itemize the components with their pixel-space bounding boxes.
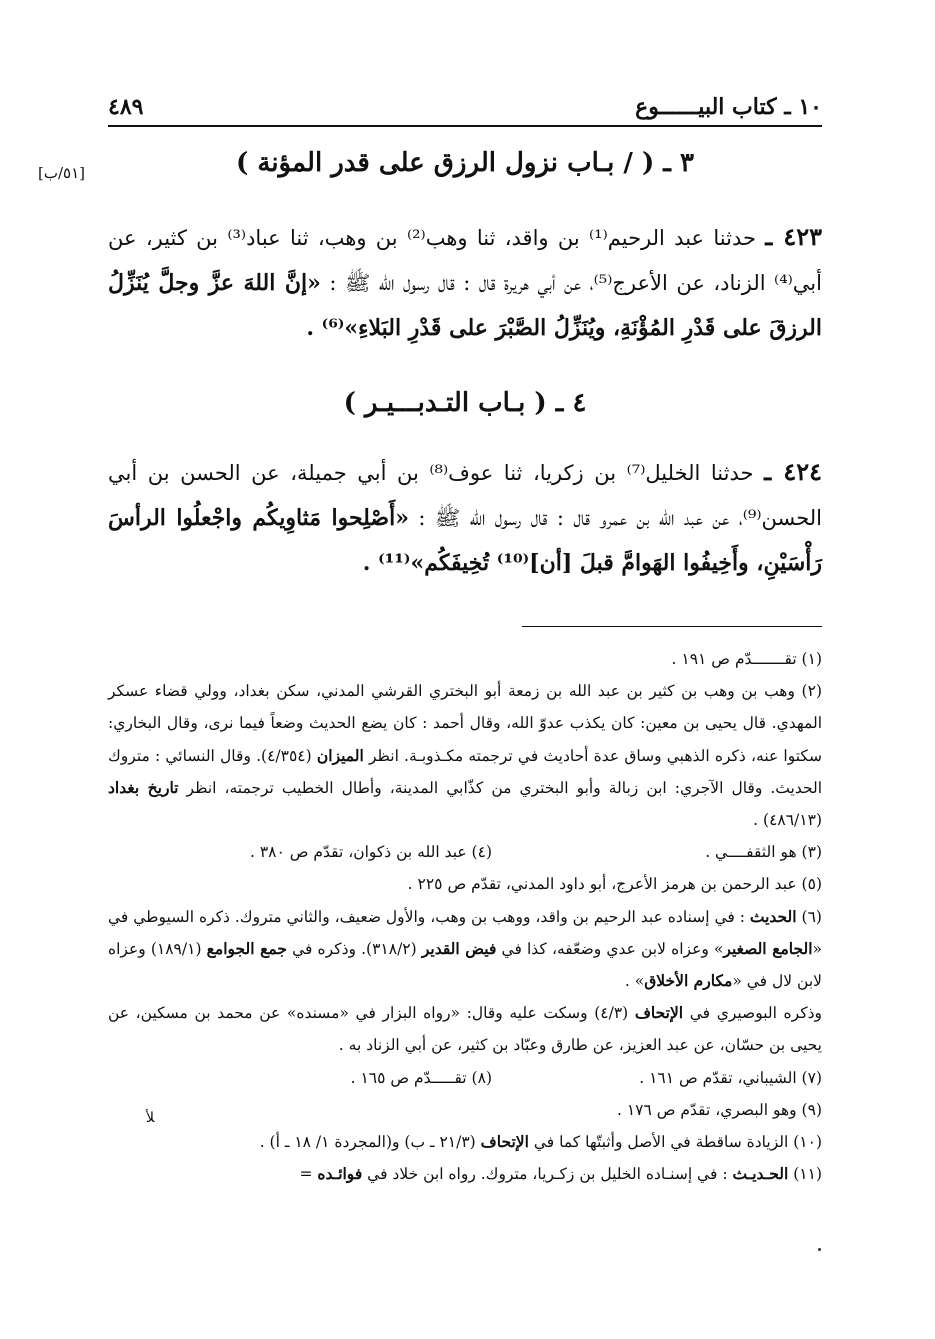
footnote-1: (١) تقـــــــدّم ص ١٩١ .: [671, 650, 822, 668]
chapter-title: ١٠ ـ كتاب البيــــــوع: [635, 94, 822, 120]
footnotes: [108, 643, 822, 1190]
hadith-423-matn: «إنَّ اللهَ عزَّ وجلَّ يُنَزِّلُ الرزقَ على قَدْرِ المُؤْنَةِ، ويُنَزِّلُ الصَّبْرَ على قَدْرِ البَلاءِ»⁽⁶⁾ .: [108, 270, 822, 341]
margin-mark: ﻸ: [146, 1110, 155, 1126]
footnote-6-number: (٦): [801, 907, 822, 926]
hadith-424-number: ٤٢٤ ـ: [764, 457, 822, 486]
hadith-423: [108, 214, 822, 351]
footnote-10: [108, 1126, 822, 1158]
footnote-8: (٨) تقـــــدّم ص ١٦٥ .: [350, 1068, 492, 1087]
footnote-2-ref-baghdad: تاريخ بغداد: [108, 777, 179, 797]
running-header: [108, 86, 822, 120]
footnote-11-label: الحـديـث: [732, 1164, 789, 1184]
footnote-6-text-c: » وعزاه لابن عدي وضعّفه، كذا في: [501, 939, 724, 958]
ink-dot: [818, 1248, 821, 1251]
footnote-separator: [522, 626, 822, 627]
footnote-6-text-f: » .: [624, 972, 645, 991]
hadith-424-isnad: حدثنا الخليل⁽⁷⁾ بن زكريا، ثنا عوف⁽⁸⁾ بن أبي جميلة، عن الحسن بن أبي الحسن⁽⁹⁾، عن عبد الله بن عمرو قال : قال رسول الله ﷺ :: [108, 461, 822, 530]
section-3-title: ٣ ـ ( / بـاب نزول الرزق على قدر المؤنة ): [236, 148, 694, 178]
footnote-10-ref-ithaf: الإتحاف: [480, 1132, 529, 1152]
footnote-11-text-b: : في إسنـاده الخليل بن زكـريا، متروك. رواه ابن خلاد في: [367, 1165, 728, 1184]
footnote-6-text-b: : في إسناده عبد الرحيم بن واقد، ووهب بن وهب، والأول ضعيف، والثاني متروك. ذكره السيوطي في «: [108, 907, 822, 958]
footnote-5: (٥) عبد الرحمن بن هرمز الأعرج، أبو داود المدني، تقدّم ص ٢٢٥ .: [407, 875, 822, 894]
footnote-2-text-c: (٤/٣٥٤). وقال النسائي : متروك الحديث. وقال الآجري: ابن زبالة وأبو البختري من كذّابي المدينة، وأطال الخطيب ترجمته، انظر: [108, 746, 822, 797]
section-4-title: ٤ ـ ( بـاب التـدبـــيـر ): [343, 388, 587, 418]
footnote-10-text-a: (١٠) الزيادة ساقطة في الأصل وأثبتّها كما في: [533, 1133, 822, 1152]
footnote-6-ref-makarim: مكارم الأخلاق: [644, 971, 733, 991]
footnote-11-ref-fawaid: فوائـده: [317, 1164, 363, 1184]
page-number: ٤٨٩: [108, 94, 144, 120]
header-rule: [108, 125, 822, 127]
footnote-6-continued: [108, 997, 822, 1061]
footnote-4: (٤) عبد الله بن ذكوان، تقدّم ص ٣٨٠ .: [249, 843, 492, 862]
footnote-2-text-d: (٤٨٦/١٣) .: [753, 811, 822, 830]
footnote-2-ref-mizan: الميزان: [316, 745, 364, 765]
footnote-9: (٩) وهو البصري، تقدّم ص ١٧٦ .: [616, 1100, 822, 1119]
hadith-424: [108, 449, 822, 586]
hadith-423-isnad: حدثنا عبد الرحيم⁽¹⁾ بن واقد، ثنا وهب⁽²⁾ بن وهب، ثنا عباد⁽³⁾ بن كثير، عن أبي⁽⁴⁾ الزناد، عن الأعرج⁽⁵⁾، عن أبي هريرة قال : قال رسول الله ﷺ :: [108, 226, 822, 295]
footnote-6-label: الحديث: [749, 906, 797, 926]
footnote-6-text-e: (١٨٩/١) وعزاه لابن لال في «: [108, 939, 822, 991]
footnote-6: [108, 901, 822, 998]
footnote-row-3-4: [108, 836, 822, 868]
footnote-11: [108, 1158, 822, 1190]
hadith-424-matn: «أَصْلِحوا مَثاوِيكُم واجْعلُوا الرأسَ رَأْسَيْنِ، وأَخِيفُوا الهَوامَّ قبلَ [أن]⁽¹⁰⁾ تُخِيفَكُم»⁽¹¹⁾ .: [108, 505, 822, 576]
footnote-2: [108, 675, 822, 836]
footnote-6-text-g: وذكره البوصيري في: [689, 1004, 822, 1023]
hadith-423-number: ٤٢٣ ـ: [765, 222, 822, 251]
footnote-3: (٣) هو الثقفــــي .: [705, 843, 822, 862]
folio-mark: [٥١/ب]: [38, 164, 86, 182]
footnote-row-7-8: [108, 1062, 822, 1094]
footnote-6-ref-jami: الجامع الصغير: [723, 938, 813, 958]
footnote-7: (٧) الشيباني، تقدّم ص ١٦١ .: [639, 1068, 822, 1087]
footnote-2-text-a: (٢) وهب بن وهب بن كثير بن عبد الله بن زمعة أبو البختري القرشي المدني، سكن بغداد، وولي قضاء عسكر المهدي. قال يحيى بن معين: كان يكذب عدوّ الله، وقال أحمد : كان يضع الحديث وضعاً فيما نرى، وقال البخاري: سكتوا عنه، ذكره الذهبي وساق عدة أحاديث في ترجمته مكـذوبـة. انظر: [108, 682, 822, 765]
footnote-11-number: (١١): [793, 1165, 822, 1184]
footnote-6-text-h: (٤/٣) وسكت عليه وقال: «رواه البزار في «مسنده» عن محمد بن مسكين، عن يحيى بن حسّان، عن عبد العزيز، عن طارق وعبّاد بن كثير، عن أبي الزناد به .: [108, 1004, 822, 1055]
footnote-6-ref-jawami: جمع الجوامع: [206, 938, 287, 958]
footnote-10-text-b: (٢١/٣ ـ ب) و(المجردة ١/ ١٨ ـ أ) .: [259, 1133, 476, 1152]
footnote-6-ref-fayd: فيض القدير: [421, 938, 497, 958]
footnote-6-text-d: (٣١٨/٢). وذكره في: [292, 939, 417, 958]
footnote-6-ref-ithaf: الإتحاف: [634, 1003, 684, 1023]
footnote-11-continuation-mark: =: [299, 1165, 313, 1184]
